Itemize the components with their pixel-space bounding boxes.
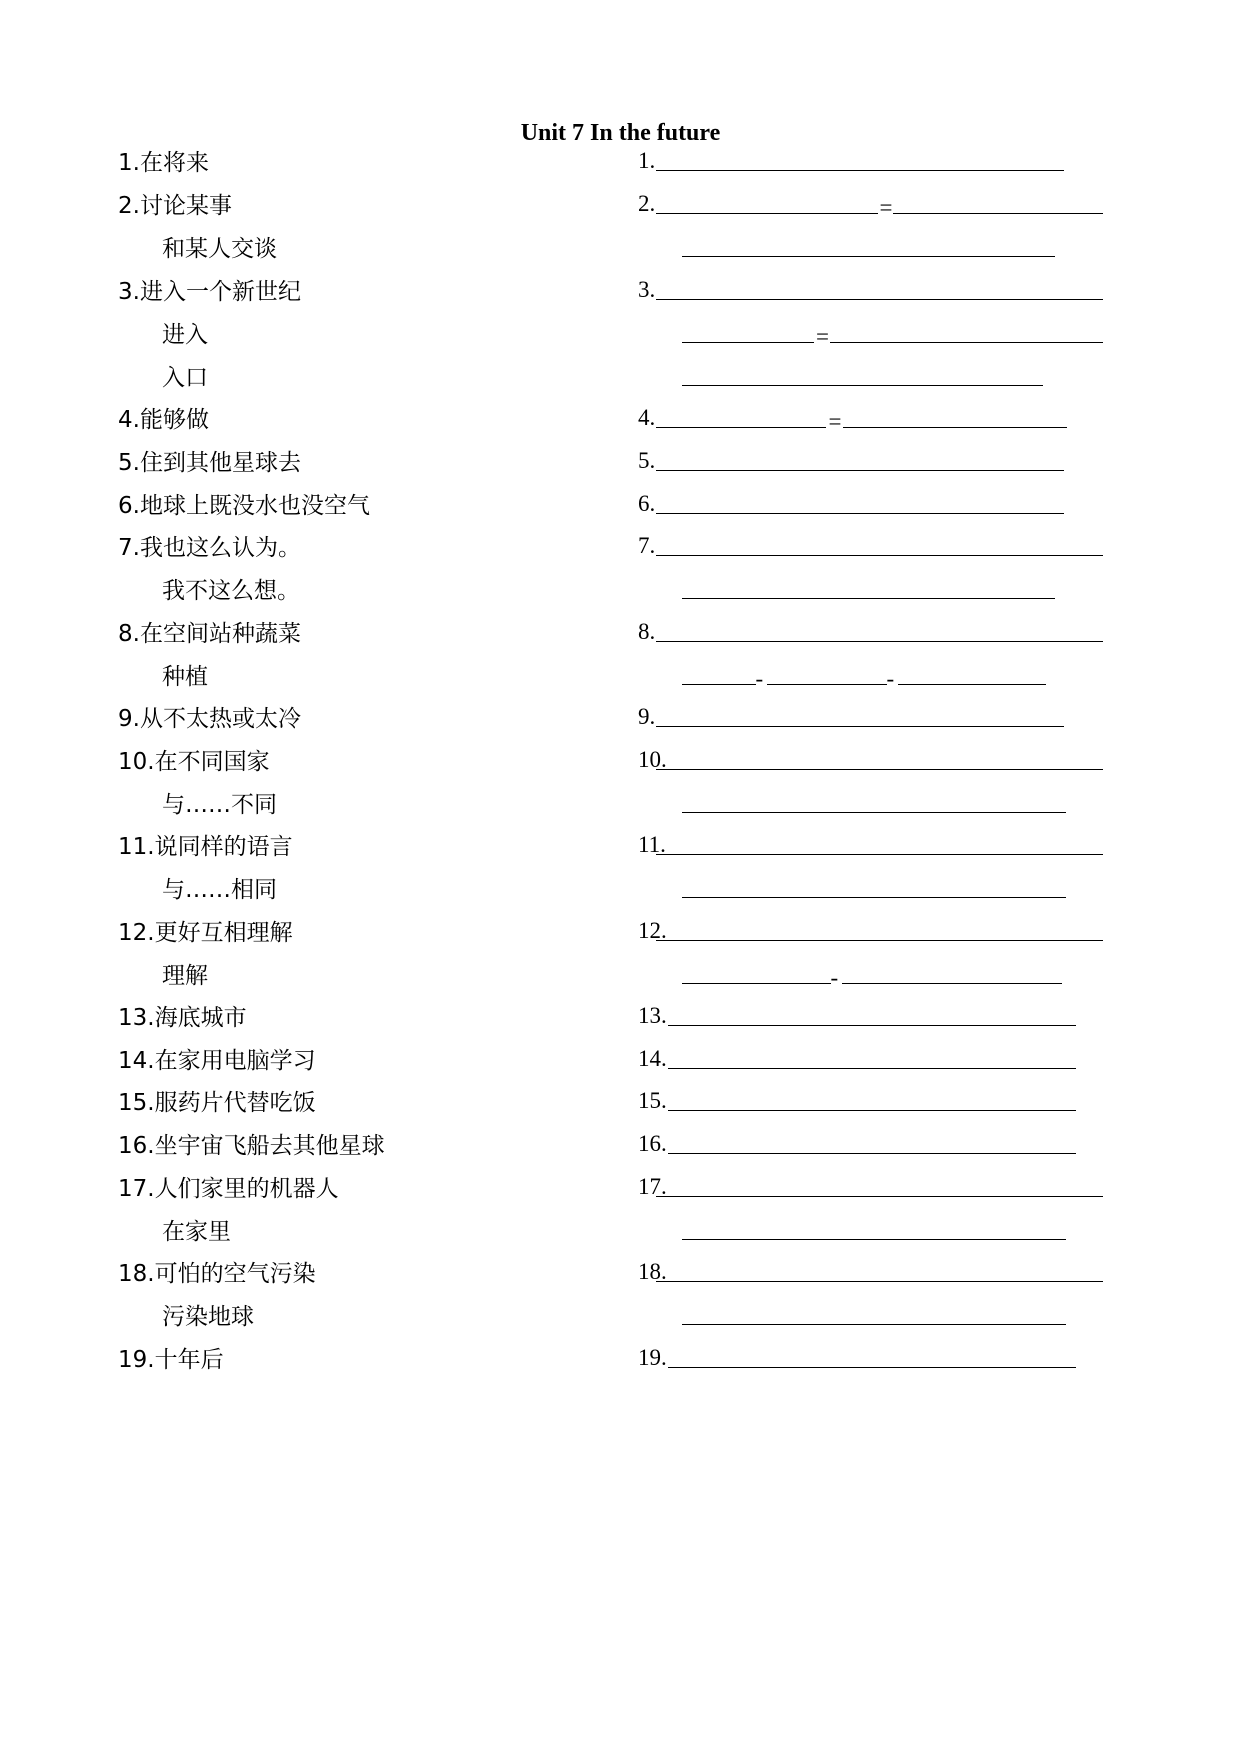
answer-number: 15. [638, 1088, 667, 1113]
answer-blank[interactable] [638, 1003, 1118, 1033]
sub-phrase: 进入 [162, 322, 208, 348]
answer-underline[interactable] [898, 684, 1046, 685]
answer-underline[interactable] [656, 641, 1103, 642]
sub-phrase: 污染地球 [162, 1304, 254, 1330]
answer-blank[interactable] [682, 1302, 1162, 1332]
answer-underline[interactable] [656, 299, 1103, 300]
answer-blank[interactable] [638, 448, 1118, 478]
answer-blank[interactable] [682, 961, 1162, 991]
phrase-prompt: 15.服药片代替吃饭 [118, 1090, 316, 1116]
answer-blank[interactable] [638, 1259, 1118, 1289]
hyphen-separator: - [886, 666, 895, 691]
answer-number: 11. [638, 832, 666, 857]
answer-number: 1. [638, 148, 656, 173]
answer-blank[interactable] [682, 1217, 1162, 1247]
answer-blank[interactable] [682, 790, 1162, 820]
sub-phrase: 理解 [162, 963, 208, 989]
phrase-prompt: 6.地球上既没水也没空气 [118, 493, 370, 519]
answer-underline[interactable] [656, 726, 1064, 727]
answer-underline[interactable] [682, 598, 1055, 599]
answer-blank[interactable] [638, 1131, 1118, 1161]
sub-phrase: 与……相同 [162, 877, 277, 903]
answer-number: 8. [638, 619, 656, 644]
answer-blank[interactable] [638, 1174, 1118, 1204]
answer-number: 14. [638, 1046, 667, 1071]
phrase-prompt: 17.人们家里的机器人 [118, 1176, 339, 1202]
sub-phrase: 和某人交谈 [162, 236, 277, 262]
phrase-prompt: 4.能够做 [118, 407, 209, 433]
answer-blank[interactable] [638, 533, 1118, 563]
equals-sign: = [816, 324, 829, 349]
phrase-prompt: 14.在家用电脑学习 [118, 1048, 316, 1074]
answer-blank[interactable] [682, 363, 1162, 393]
answer-blank[interactable] [682, 234, 1162, 264]
answer-underline[interactable] [656, 1196, 1103, 1197]
answer-underline[interactable] [682, 256, 1055, 257]
answer-blank[interactable] [638, 918, 1118, 948]
answer-blank[interactable] [682, 576, 1162, 606]
answer-underline[interactable] [682, 1239, 1066, 1240]
phrase-prompt: 12.更好互相理解 [118, 920, 293, 946]
answer-blank[interactable] [682, 875, 1162, 905]
phrase-prompt: 1.在将来 [118, 150, 209, 176]
answer-blank[interactable] [638, 704, 1118, 734]
answer-blank[interactable] [682, 320, 1162, 350]
phrase-prompt: 5.住到其他星球去 [118, 450, 301, 476]
answer-number: 13. [638, 1003, 667, 1028]
answer-number: 19. [638, 1345, 667, 1370]
answer-underline[interactable] [682, 983, 831, 984]
answer-underline[interactable] [656, 1281, 1103, 1282]
sub-phrase: 与……不同 [162, 792, 277, 818]
answer-underline[interactable] [830, 342, 1103, 343]
phrase-prompt: 13.海底城市 [118, 1005, 247, 1031]
sub-phrase: 种植 [162, 664, 208, 690]
sub-phrase: 入口 [162, 365, 208, 391]
answer-number: 4. [638, 405, 656, 430]
answer-underline[interactable] [682, 812, 1066, 813]
answer-underline[interactable] [843, 427, 1067, 428]
hyphen-separator: - [830, 965, 839, 990]
equals-sign: = [828, 409, 842, 434]
answer-underline[interactable] [842, 983, 1062, 984]
answer-underline[interactable] [656, 470, 1064, 471]
answer-number: 16. [638, 1131, 667, 1156]
answer-underline[interactable] [682, 897, 1066, 898]
answer-underline[interactable] [656, 769, 1103, 770]
answer-number: 17. [638, 1174, 667, 1199]
phrase-prompt: 7.我也这么认为。 [118, 535, 301, 561]
answer-blank[interactable] [638, 1345, 1118, 1375]
answer-blank[interactable] [638, 747, 1118, 777]
answer-number: 10. [638, 747, 667, 772]
answer-underline[interactable] [682, 1324, 1066, 1325]
phrase-prompt: 19.十年后 [118, 1347, 224, 1373]
worksheet-title: Unit 7 In the future [520, 120, 721, 146]
answer-blank[interactable] [638, 191, 1118, 221]
hyphen-separator: - [755, 666, 764, 691]
equals-sign: = [879, 195, 893, 220]
answer-blank[interactable] [638, 619, 1118, 649]
answer-blank[interactable] [638, 405, 1118, 435]
answer-number: 12. [638, 918, 667, 943]
answer-underline[interactable] [682, 342, 814, 343]
answer-underline[interactable] [656, 940, 1103, 941]
answer-number: 6. [638, 491, 656, 516]
answer-blank[interactable] [638, 1046, 1118, 1076]
answer-underline[interactable] [682, 684, 756, 685]
phrase-prompt: 2.讨论某事 [118, 193, 232, 219]
answer-underline[interactable] [668, 1153, 1076, 1154]
phrase-prompt: 11.说同样的语言 [118, 834, 293, 860]
answer-underline[interactable] [656, 513, 1064, 514]
answer-blank[interactable] [638, 148, 1118, 178]
answer-blank[interactable] [638, 1088, 1118, 1118]
sub-phrase: 在家里 [162, 1219, 231, 1245]
answer-number: 9. [638, 704, 656, 729]
answer-blank[interactable] [638, 491, 1118, 521]
answer-underline[interactable] [668, 1025, 1076, 1026]
phrase-prompt: 8.在空间站种蔬菜 [118, 621, 301, 647]
phrase-prompt: 9.从不太热或太冷 [118, 706, 301, 732]
answer-blank[interactable] [638, 277, 1118, 307]
answer-number: 18. [638, 1259, 667, 1284]
answer-underline[interactable] [767, 684, 887, 685]
answer-underline[interactable] [656, 170, 1064, 171]
answer-underline[interactable] [656, 854, 1103, 855]
phrase-prompt: 3.进入一个新世纪 [118, 279, 301, 305]
answer-underline[interactable] [893, 213, 1103, 214]
answer-number: 3. [638, 277, 656, 302]
answer-underline[interactable] [668, 1367, 1076, 1368]
answer-number: 2. [638, 191, 656, 216]
phrase-prompt: 18.可怕的空气污染 [118, 1261, 316, 1287]
phrase-prompt: 16.坐宇宙飞船去其他星球 [118, 1133, 385, 1159]
answer-number: 7. [638, 533, 656, 558]
answer-underline[interactable] [668, 1110, 1076, 1111]
answer-underline[interactable] [682, 385, 1043, 386]
answer-underline[interactable] [656, 555, 1103, 556]
answer-underline[interactable] [656, 213, 878, 214]
answer-number: 5. [638, 448, 656, 473]
answer-underline[interactable] [668, 1068, 1076, 1069]
answer-blank[interactable] [638, 832, 1118, 862]
sub-phrase: 我不这么想。 [162, 578, 300, 604]
answer-blank[interactable] [682, 662, 1162, 692]
answer-underline[interactable] [656, 427, 826, 428]
phrase-prompt: 10.在不同国家 [118, 749, 270, 775]
